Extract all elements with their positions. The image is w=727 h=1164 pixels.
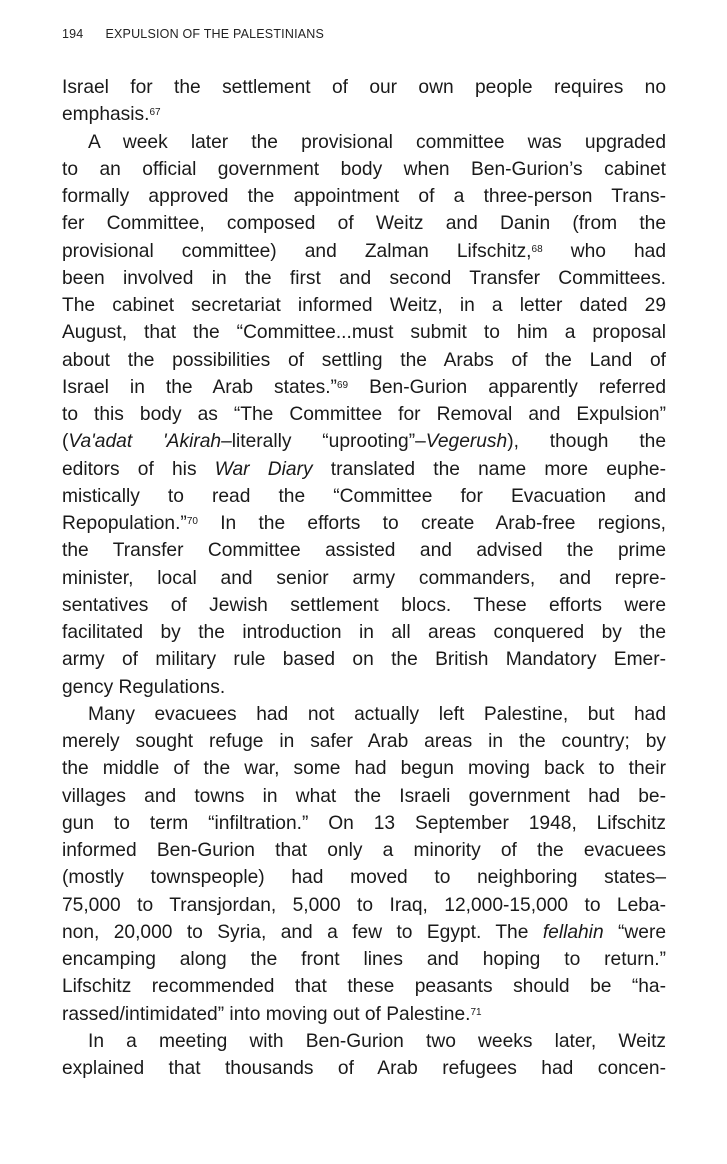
text-line: the Transfer Committee assisted and advised the prime	[62, 540, 666, 562]
text-line: A week later the provisional committee was upgraded	[88, 131, 666, 153]
text-line: gency Regulations.	[62, 676, 226, 698]
body-text	[62, 74, 666, 1082]
page-number: 194	[62, 27, 84, 41]
text-line: sentatives of Jewish settlement blocs. These efforts were	[62, 594, 666, 616]
text-line: August, that the “Committee...must submit to him a proposal	[62, 322, 666, 344]
text-line: to an official government body when Ben-Gurion’s cabinet	[62, 158, 666, 180]
running-title: EXPULSION OF THE PALESTINIANS	[105, 27, 325, 41]
footnote-ref: 68	[531, 243, 543, 255]
text-line: villages and towns in what the Israeli government had be-	[62, 785, 666, 807]
text-line: provisional committee) and Zalman Lifschitz,$^{68}$ who had	[62, 240, 667, 262]
text-line: non, 20,000 to Syria, and a few to Egypt. The fellahin “were	[62, 921, 667, 943]
text-line: In a meeting with Ben-Gurion two weeks later, Weitz	[88, 1030, 666, 1052]
text-line: formally approved the appointment of a three-person Trans-	[62, 186, 666, 207]
text-line: informed Ben-Gurion that only a minority of the evacuees	[62, 840, 666, 861]
footnote-ref: 71	[470, 1006, 482, 1018]
text-line: Lifschitz recommended that these peasants should be “ha-	[62, 976, 666, 998]
text-line: rassed/intimidated” into moving out of Palestine.$^{71}$	[62, 1003, 482, 1025]
text-line: Israel in the Arab states.”$^{69}$ Ben-Gurion apparently referred	[62, 376, 667, 398]
text-line: fer Committee, composed of Weitz and Danin (from the	[62, 213, 666, 235]
text-line: minister, local and senior army commanders, and repre-	[62, 567, 666, 589]
running-head	[62, 27, 324, 41]
text-line: editors of his War Diary translated the name more euphe-	[62, 458, 666, 480]
text-line: the middle of the war, some had begun moving back to their	[62, 758, 666, 780]
text-line: facilitated by the introduction in all areas conquered by the	[62, 622, 666, 643]
text-line: gun to term “infiltration.” On 13 September 1948, Lifschitz	[62, 812, 666, 834]
text-line: merely sought refuge in safer Arab areas in the country; by	[62, 731, 666, 752]
text-line: to this body as “The Committee for Removal and Expulsion”	[62, 404, 666, 425]
italic-term: fellahin	[542, 921, 604, 943]
text-line: (Va'adat 'Akirah–literally “uprooting”–Vegerush), though the	[62, 431, 666, 453]
footnote-ref: 69	[336, 379, 349, 391]
footnote-ref: 70	[186, 516, 198, 527]
text-line: Many evacuees had not actually left Palestine, but had	[88, 703, 666, 725]
text-line: about the possibilities of settling the Arabs of the Land of	[62, 349, 666, 371]
text-line: Repopulation.”$^{70}$ In the efforts to create Arab-free regions,	[62, 513, 666, 534]
text-line: mistically to read the “Committee for Evacuation and	[62, 485, 666, 507]
text-line: army of military rule based on the British Mandatory Emer-	[62, 649, 666, 671]
text-line: explained that thousands of Arab refugees had concen-	[62, 1058, 666, 1079]
text-line: 75,000 to Transjordan, 5,000 to Iraq, 12,000-15,000 to Leba-	[62, 894, 666, 916]
text-line: been involved in the first and second Transfer Committees.	[62, 267, 666, 289]
text-line: (mostly townspeople) had moved to neighboring states–	[62, 867, 666, 889]
text-line: encamping along the front lines and hoping to return.”	[62, 949, 666, 970]
text-line: emphasis.$^{67}$	[62, 104, 161, 126]
footnote-ref: 67	[149, 107, 161, 119]
text-line: Israel for the settlement of our own people requires no	[62, 77, 666, 98]
text-line: The cabinet secretariat informed Weitz, in a letter dated 29	[62, 295, 666, 316]
italic-term: War Diary	[214, 458, 313, 480]
italic-term: Vegerush	[425, 431, 508, 453]
italic-term: Va'adat 'Akirah	[68, 431, 222, 453]
